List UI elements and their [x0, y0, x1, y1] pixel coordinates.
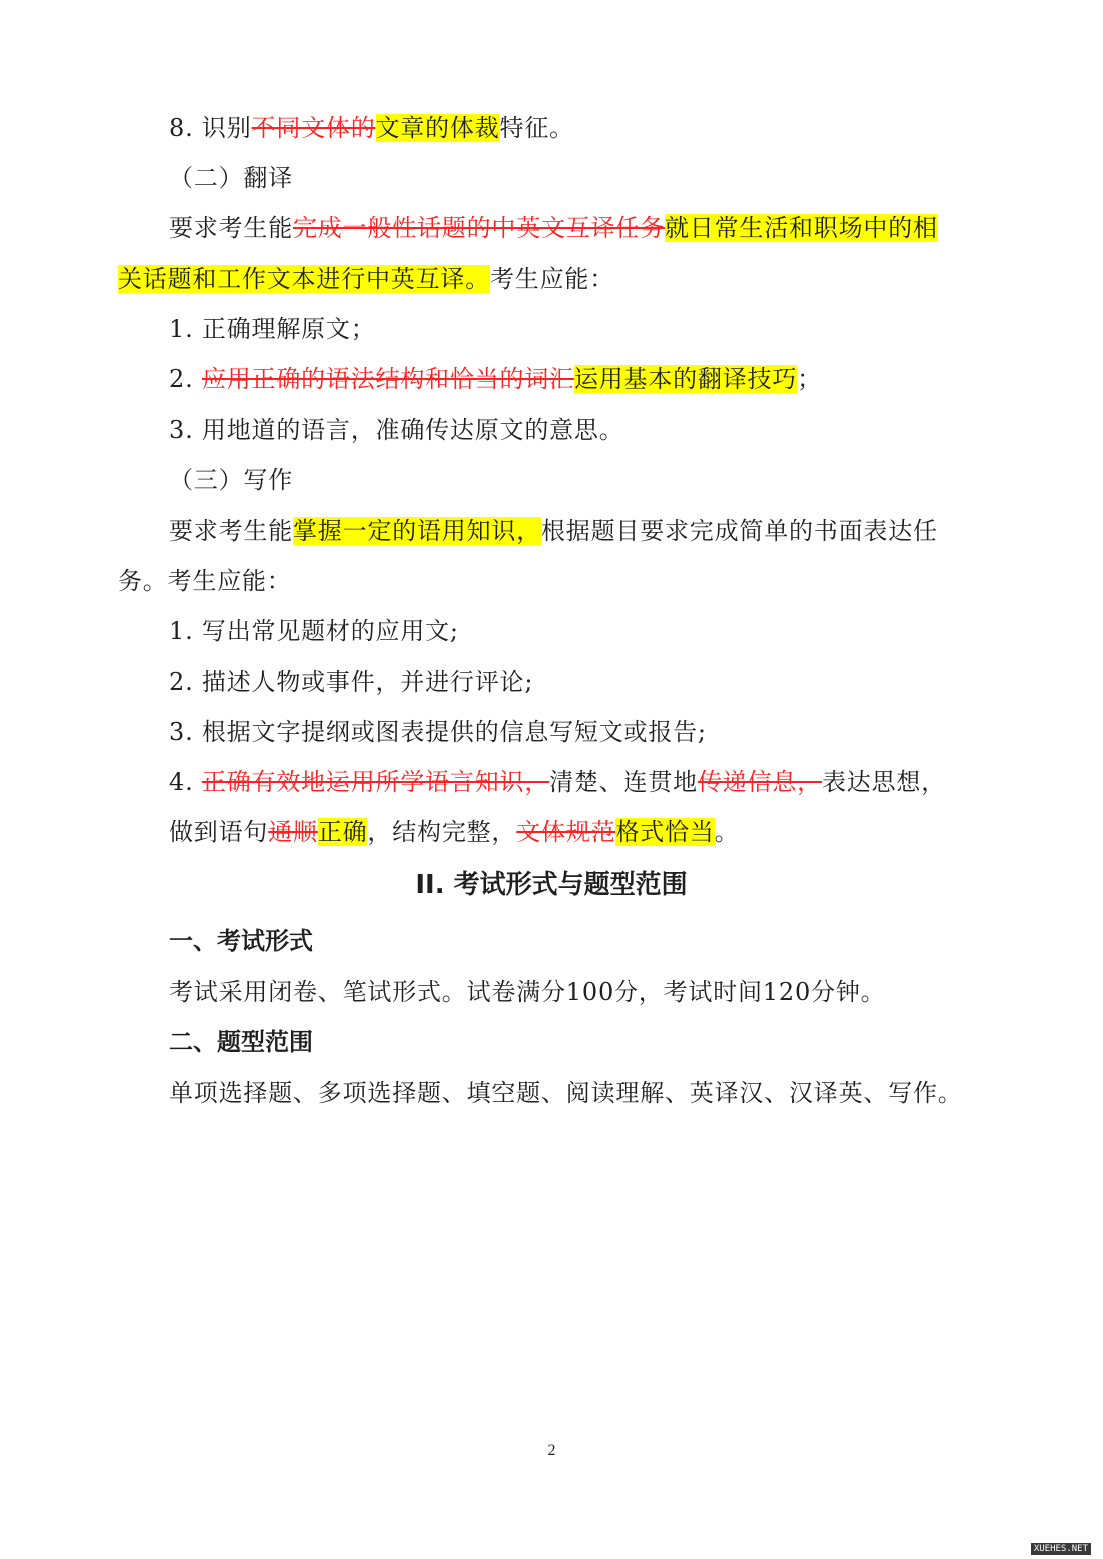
text: 考生应能： — [490, 265, 614, 293]
text: 表达思想， — [821, 768, 946, 796]
text: ，结构完整， — [367, 818, 517, 846]
paragraph-line: 务。考生应能： — [118, 567, 292, 595]
deleted-text: 不同文体的 — [251, 114, 376, 142]
text: 特征。 — [499, 114, 574, 142]
paragraph-exam-format: 考试采用闭卷、笔试形式。试卷满分100分，考试时间120分钟。 — [169, 978, 886, 1006]
deleted-text: 应用正确的语法结构和恰当的词汇 — [201, 365, 574, 393]
text: 做到语句 — [169, 818, 269, 846]
highlighted-text: 文章的体裁 — [375, 114, 500, 142]
heading-exam-format: 一、考试形式 — [169, 927, 313, 955]
text: 根据题目要求完成简单的书面表达任 — [541, 517, 938, 545]
text: 要求考生能 — [169, 517, 293, 545]
deleted-text: 完成一般性话题的中英文互译任务 — [293, 214, 665, 242]
list-item-3: 3. 用地道的语言，准确传达原文的意思。 — [169, 416, 624, 444]
highlighted-text: 就日常生活和职场中的相 — [665, 214, 938, 242]
paragraph-line — [169, 211, 938, 245]
paragraph-question-types: 单项选择题、多项选择题、填空题、阅读理解、英译汉、汉译英、写作。 — [169, 1079, 963, 1107]
paragraph-line — [169, 514, 938, 548]
list-item-3: 3. 根据文字提纲或图表提供的信息写短文或报告; — [169, 718, 707, 746]
list-item-1: 1. 写出常见题材的应用文; — [169, 617, 459, 645]
highlighted-text: 正确 — [317, 818, 368, 846]
heading-question-types: 二、题型范围 — [169, 1028, 313, 1056]
paragraph-line — [169, 815, 739, 849]
deleted-text: 正确有效地运用所学语言知识， — [201, 768, 550, 796]
section-title: II. 考试形式与题型范围 — [415, 870, 688, 900]
text: 清楚、连贯地 — [549, 768, 698, 796]
deleted-text: 通顺 — [268, 818, 318, 846]
highlighted-text: 运用基本的翻译技巧 — [573, 365, 798, 393]
text: 2. — [169, 365, 202, 393]
list-item-2 — [169, 362, 822, 396]
text: 8. 识别 — [169, 114, 252, 142]
text: ； — [797, 365, 822, 393]
watermark: XUEHES.NET — [1031, 1543, 1091, 1555]
subsection-heading-writing: （三）写作 — [169, 466, 293, 494]
deleted-text: 传递信息， — [697, 768, 822, 796]
list-item-4 — [169, 765, 946, 799]
highlighted-text: 掌握一定的语用知识， — [293, 517, 541, 545]
list-item-1: 1. 正确理解原文； — [169, 315, 376, 343]
text: 。 — [714, 818, 740, 846]
subsection-heading-translation: （二）翻译 — [169, 164, 293, 192]
deleted-text: 文体规范 — [516, 818, 616, 846]
paragraph-line — [118, 262, 614, 296]
text: 4. — [169, 768, 202, 796]
page-number: 2 — [547, 1442, 556, 1459]
highlighted-text: 格式恰当 — [615, 818, 715, 846]
text: 要求考生能 — [169, 214, 293, 242]
highlighted-text: 关话题和工作文本进行中英互译。 — [118, 265, 490, 293]
list-item-8 — [169, 111, 574, 145]
list-item-2: 2. 描述人物或事件，并进行评论; — [169, 668, 534, 696]
